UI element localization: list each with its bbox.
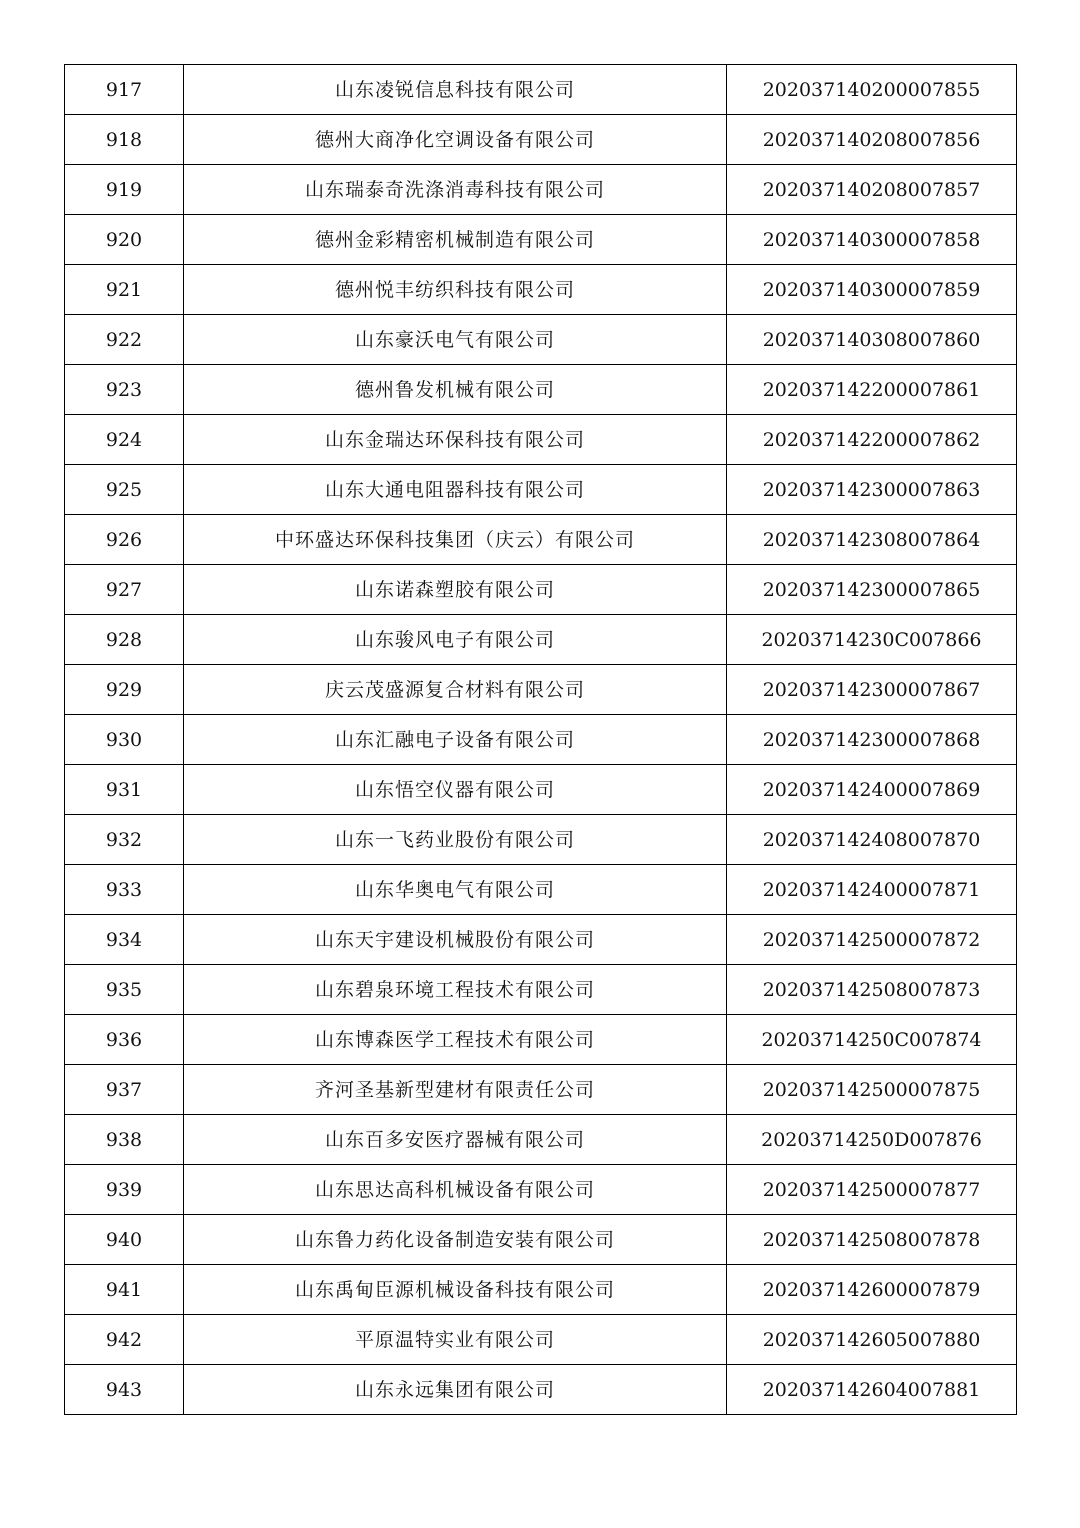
table-row: [65, 1315, 1017, 1365]
registration-code-cell: 202037142200007862: [727, 415, 1017, 465]
registration-code-cell: 202037142300007868: [727, 715, 1017, 765]
registration-code-cell: 202037142604007881: [727, 1365, 1017, 1415]
company-name-cell: 德州大商净化空调设备有限公司: [184, 115, 727, 165]
company-name-cell: 山东思达高科机械设备有限公司: [184, 1165, 727, 1215]
row-number-cell: 923: [65, 365, 184, 415]
row-number-cell: 927: [65, 565, 184, 615]
table-row: [65, 315, 1017, 365]
registration-code-cell: 20203714250C007874: [727, 1015, 1017, 1065]
company-name-cell: 中环盛达环保科技集团（庆云）有限公司: [184, 515, 727, 565]
company-name-cell: 山东百多安医疗器械有限公司: [184, 1115, 727, 1165]
table-row: [65, 665, 1017, 715]
row-number-cell: 924: [65, 415, 184, 465]
row-number-cell: 920: [65, 215, 184, 265]
company-name-cell: 山东禹甸臣源机械设备科技有限公司: [184, 1265, 727, 1315]
table-row: [65, 1115, 1017, 1165]
table-row: [65, 615, 1017, 665]
row-number-cell: 926: [65, 515, 184, 565]
table-row: [65, 1065, 1017, 1115]
registry-table: [64, 64, 1017, 1415]
table-row: [65, 215, 1017, 265]
row-number-cell: 936: [65, 1015, 184, 1065]
row-number-cell: 941: [65, 1265, 184, 1315]
company-name-cell: 山东大通电阻器科技有限公司: [184, 465, 727, 515]
registration-code-cell: 202037142500007877: [727, 1165, 1017, 1215]
company-name-cell: 山东瑞泰奇洗涤消毒科技有限公司: [184, 165, 727, 215]
row-number-cell: 932: [65, 815, 184, 865]
registration-code-cell: 202037142300007863: [727, 465, 1017, 515]
table-row: [65, 815, 1017, 865]
table-row: [65, 1365, 1017, 1415]
table-row: [65, 965, 1017, 1015]
row-number-cell: 918: [65, 115, 184, 165]
registration-code-cell: 202037142408007870: [727, 815, 1017, 865]
registry-table-body: [65, 65, 1017, 1415]
table-row: [65, 1015, 1017, 1065]
row-number-cell: 934: [65, 915, 184, 965]
table-row: [65, 115, 1017, 165]
registration-code-cell: 202037142300007867: [727, 665, 1017, 715]
table-row: [65, 515, 1017, 565]
registration-code-cell: 202037142200007861: [727, 365, 1017, 415]
registration-code-cell: 202037142308007864: [727, 515, 1017, 565]
table-row: [65, 1215, 1017, 1265]
company-name-cell: 齐河圣基新型建材有限责任公司: [184, 1065, 727, 1115]
table-row: [65, 365, 1017, 415]
row-number-cell: 940: [65, 1215, 184, 1265]
company-name-cell: 庆云茂盛源复合材料有限公司: [184, 665, 727, 715]
table-row: [65, 415, 1017, 465]
company-name-cell: 德州金彩精密机械制造有限公司: [184, 215, 727, 265]
company-name-cell: 山东博森医学工程技术有限公司: [184, 1015, 727, 1065]
table-row: [65, 165, 1017, 215]
row-number-cell: 943: [65, 1365, 184, 1415]
company-name-cell: 山东悟空仪器有限公司: [184, 765, 727, 815]
company-name-cell: 山东汇融电子设备有限公司: [184, 715, 727, 765]
company-name-cell: 山东永远集团有限公司: [184, 1365, 727, 1415]
registration-code-cell: 202037140300007859: [727, 265, 1017, 315]
table-row: [65, 65, 1017, 115]
registration-code-cell: 202037142500007872: [727, 915, 1017, 965]
row-number-cell: 925: [65, 465, 184, 515]
registration-code-cell: 202037140208007856: [727, 115, 1017, 165]
company-name-cell: 平原温特实业有限公司: [184, 1315, 727, 1365]
registration-code-cell: 202037142605007880: [727, 1315, 1017, 1365]
registration-code-cell: 202037142500007875: [727, 1065, 1017, 1115]
company-name-cell: 山东天宇建设机械股份有限公司: [184, 915, 727, 965]
table-row: [65, 465, 1017, 515]
row-number-cell: 921: [65, 265, 184, 315]
company-name-cell: 山东一飞药业股份有限公司: [184, 815, 727, 865]
row-number-cell: 942: [65, 1315, 184, 1365]
registration-code-cell: 202037140200007855: [727, 65, 1017, 115]
company-name-cell: 德州悦丰纺织科技有限公司: [184, 265, 727, 315]
table-row: [65, 1265, 1017, 1315]
row-number-cell: 933: [65, 865, 184, 915]
row-number-cell: 917: [65, 65, 184, 115]
table-row: [65, 265, 1017, 315]
registration-code-cell: 202037140208007857: [727, 165, 1017, 215]
row-number-cell: 939: [65, 1165, 184, 1215]
company-name-cell: 山东华奥电气有限公司: [184, 865, 727, 915]
table-row: [65, 915, 1017, 965]
row-number-cell: 931: [65, 765, 184, 815]
company-name-cell: 山东豪沃电气有限公司: [184, 315, 727, 365]
company-name-cell: 德州鲁发机械有限公司: [184, 365, 727, 415]
table-row: [65, 865, 1017, 915]
row-number-cell: 929: [65, 665, 184, 715]
registration-code-cell: 202037142400007869: [727, 765, 1017, 815]
row-number-cell: 937: [65, 1065, 184, 1115]
row-number-cell: 935: [65, 965, 184, 1015]
row-number-cell: 919: [65, 165, 184, 215]
registration-code-cell: 202037142400007871: [727, 865, 1017, 915]
registration-code-cell: 20203714230C007866: [727, 615, 1017, 665]
registration-code-cell: 202037140300007858: [727, 215, 1017, 265]
company-name-cell: 山东骏风电子有限公司: [184, 615, 727, 665]
table-row: [65, 565, 1017, 615]
row-number-cell: 938: [65, 1115, 184, 1165]
row-number-cell: 930: [65, 715, 184, 765]
registration-code-cell: 202037142600007879: [727, 1265, 1017, 1315]
company-name-cell: 山东金瑞达环保科技有限公司: [184, 415, 727, 465]
company-name-cell: 山东凌锐信息科技有限公司: [184, 65, 727, 115]
row-number-cell: 922: [65, 315, 184, 365]
registration-code-cell: 202037142300007865: [727, 565, 1017, 615]
registration-code-cell: 202037142508007878: [727, 1215, 1017, 1265]
company-name-cell: 山东碧泉环境工程技术有限公司: [184, 965, 727, 1015]
row-number-cell: 928: [65, 615, 184, 665]
company-name-cell: 山东鲁力药化设备制造安装有限公司: [184, 1215, 727, 1265]
registration-code-cell: 20203714250D007876: [727, 1115, 1017, 1165]
registration-code-cell: 202037140308007860: [727, 315, 1017, 365]
table-row: [65, 1165, 1017, 1215]
registration-code-cell: 202037142508007873: [727, 965, 1017, 1015]
table-row: [65, 765, 1017, 815]
company-name-cell: 山东诺森塑胶有限公司: [184, 565, 727, 615]
table-row: [65, 715, 1017, 765]
